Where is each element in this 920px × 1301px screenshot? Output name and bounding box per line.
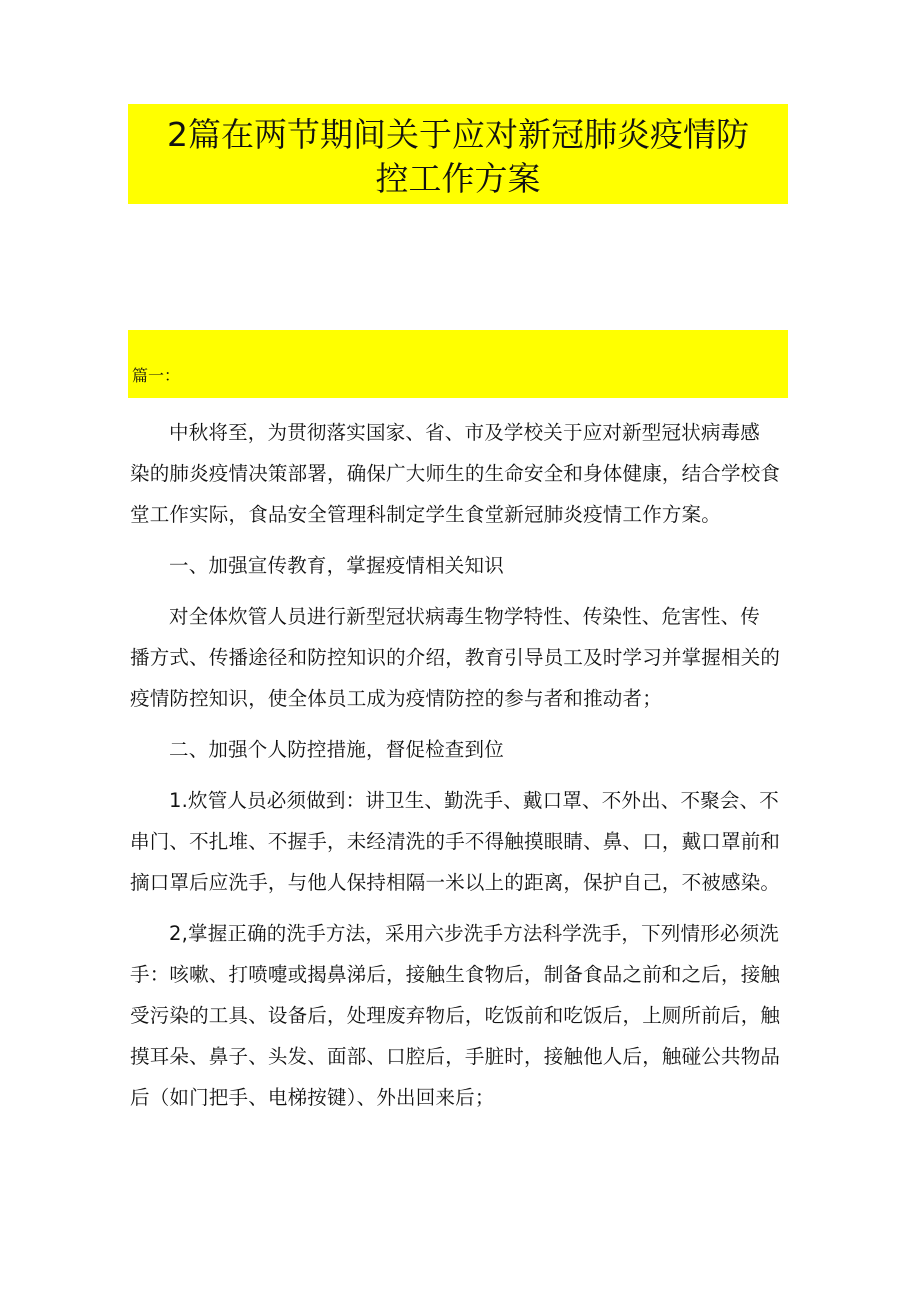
title-line-1: 2篇在两节期间关于应对新冠肺炎疫情防 — [167, 115, 749, 154]
paragraph-training — [130, 596, 790, 719]
paragraph-rule-2 — [130, 913, 790, 1118]
section-heading — [128, 330, 788, 398]
paragraph-line: 受污染的工具、设备后，处理废弃物后，吃饭前和吃饭后，上厕所前后，触 — [130, 1004, 781, 1027]
document-body — [130, 412, 790, 1128]
paragraph-line: 播方式、传播途径和防控知识的介绍，教育引导员工及时学习并掌握相关的 — [130, 646, 781, 669]
paragraph-line: 二、加强个人防控措施，督促检查到位 — [169, 738, 504, 761]
paragraph-line: 对全体炊管人员进行新型冠状病毒生物学特性、传染性、危害性、传 — [169, 605, 761, 628]
title-line-2: 控工作方案 — [375, 159, 541, 198]
paragraph-line: 染的肺炎疫情决策部署，确保广大师生的生命安全和身体健康，结合学校食 — [130, 462, 781, 485]
paragraph-rule-1 — [130, 780, 790, 903]
document-title — [128, 104, 788, 204]
paragraph-line: 2,掌握正确的洗手方法，采用六步洗手方法科学洗手，下列情形必须洗 — [169, 922, 780, 945]
paragraph-line: 摘口罩后应洗手，与他人保持相隔一米以上的距离，保护自己，不被感染。 — [130, 871, 781, 894]
section-label: 篇一： — [132, 366, 181, 385]
paragraph-line: 疫情防控知识，使全体员工成为疫情防控的参与者和推动者； — [130, 687, 662, 710]
paragraph-line: 堂工作实际，食品安全管理科制定学生食堂新冠肺炎疫情工作方案。 — [130, 503, 722, 526]
heading-item-1 — [130, 545, 790, 586]
paragraph-line: 1.炊管人员必须做到：讲卫生、勤洗手、戴口罩、不外出、不聚会、不 — [169, 789, 780, 812]
paragraph-line: 一、加强宣传教育，掌握疫情相关知识 — [169, 554, 504, 577]
paragraph-line: 后（如门把手、电梯按键）、外出回来后； — [130, 1086, 495, 1109]
paragraph-line: 中秋将至，为贯彻落实国家、省、市及学校关于应对新型冠状病毒感 — [169, 421, 761, 444]
paragraph-line: 手：咳嗽、打喷嚏或揭鼻涕后，接触生食物后，制备食品之前和之后，接触 — [130, 963, 781, 986]
paragraph-line: 摸耳朵、鼻子、头发、面部、口腔后，手脏时，接触他人后，触碰公共物品 — [130, 1045, 781, 1068]
paragraph-intro — [130, 412, 790, 535]
heading-item-2 — [130, 729, 790, 770]
paragraph-line: 串门、不扎堆、不握手，未经清洗的手不得触摸眼睛、鼻、口，戴口罩前和 — [130, 830, 781, 853]
